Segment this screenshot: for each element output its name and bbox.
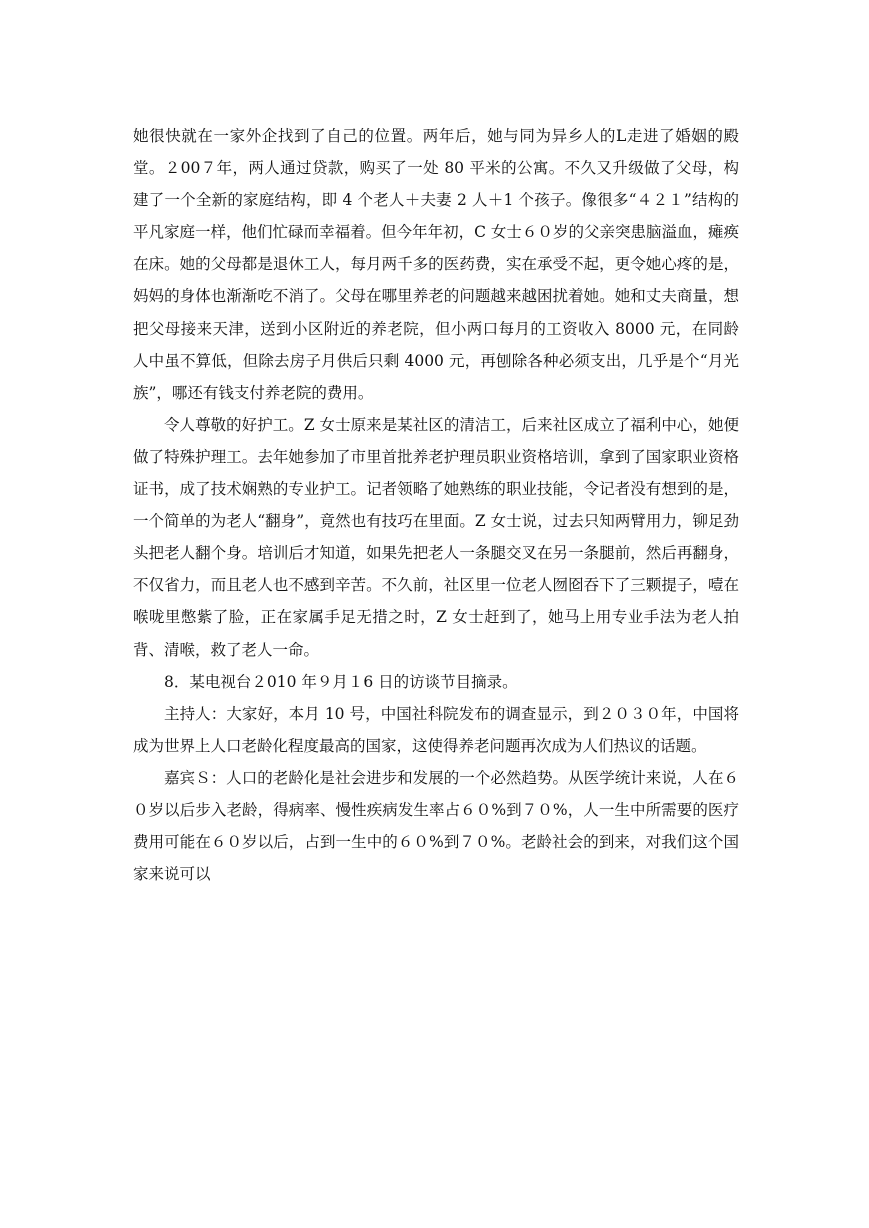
paragraph-guest-remarks: 嘉宾Ｓ：人口的老龄化是社会进步和发展的一个必然趋势。从医学统计来说，人在６０岁以后步入老龄，得病率、慢性疾病发生率占６０%到７０%，人一生中所需要的医疗费用可能在６０岁以后，占到一生中的６０%到７０%。老龄社会的到来，对我们这个国家来说可以 bbox=[133, 768, 739, 884]
paragraph-caregiver-story: 令人尊敬的好护工。Z 女士原来是某社区的清洁工，后来社区成立了福利中心，她便做了特殊护理工。去年她参加了市里首批养老护理员职业资格培训，拿到了国家职业资格证书，成了技术娴熟的专业护工。记者领略了她熟练的职业技能，令记者没有想到的是，一个简单的为老人“翻身”，竟然也有技巧在里面。Z 女士说，过去只知两臂用力，铆足劲头把老人翻个身。培训后才知道，如果先把老人一条腿交叉在另一条腿前，然后再翻身，不仅省力，而且老人也不感到辛苦。不久前，社区里一位老人囫囵吞下了三颗提子，噎在喉咙里憋紫了脸，正在家属手足无措之时，Z 女士赶到了，她马上用专业手法为老人拍背、清喉，救了老人一命。 bbox=[133, 415, 739, 659]
paragraph-family-story: 她很快就在一家外企找到了自己的位置。两年后，她与同为异乡人的L走进了婚姻的殿堂。２00７年，两人通过贷款，购买了一处 80 平米的公寓。不久又升级做了父母，构建了一个全新的家庭结构，即 4 个老人＋夫妻 2 人＋1 个孩子。像很多“４２１”结构的平凡家庭一样，他们忙碌而幸福着。但今年年初，C 女士６０岁的父亲突患脑溢血，瘫痪在床。她的父母都是退休工人，每月两千多的医药费，实在承受不起，更令她心疼的是，妈妈的身体也渐渐吃不消了。父母在哪里养老的问题越来越困扰着她。她和丈夫商量，想把父母接来天津，送到小区附近的养老院，但小两口每月的工资收入 8000 元，在同龄人中虽不算低，但除去房子月供后只剩 4000 元，再刨除各种必须支出，几乎是个“月光族”，哪还有钱支付养老院的费用。 bbox=[133, 127, 739, 402]
document-body bbox=[133, 120, 739, 890]
paragraph-item-8-heading: 8．某电视台２010 年９月１6 日的访谈节目摘录。 bbox=[164, 672, 518, 691]
paragraph-host-remarks: 主持人：大家好，本月 10 号，中国社科院发布的调查显示，到２０３０年，中国将成为世界上人口老龄化程度最高的国家，这使得养老问题再次成为人们热议的话题。 bbox=[133, 704, 739, 755]
